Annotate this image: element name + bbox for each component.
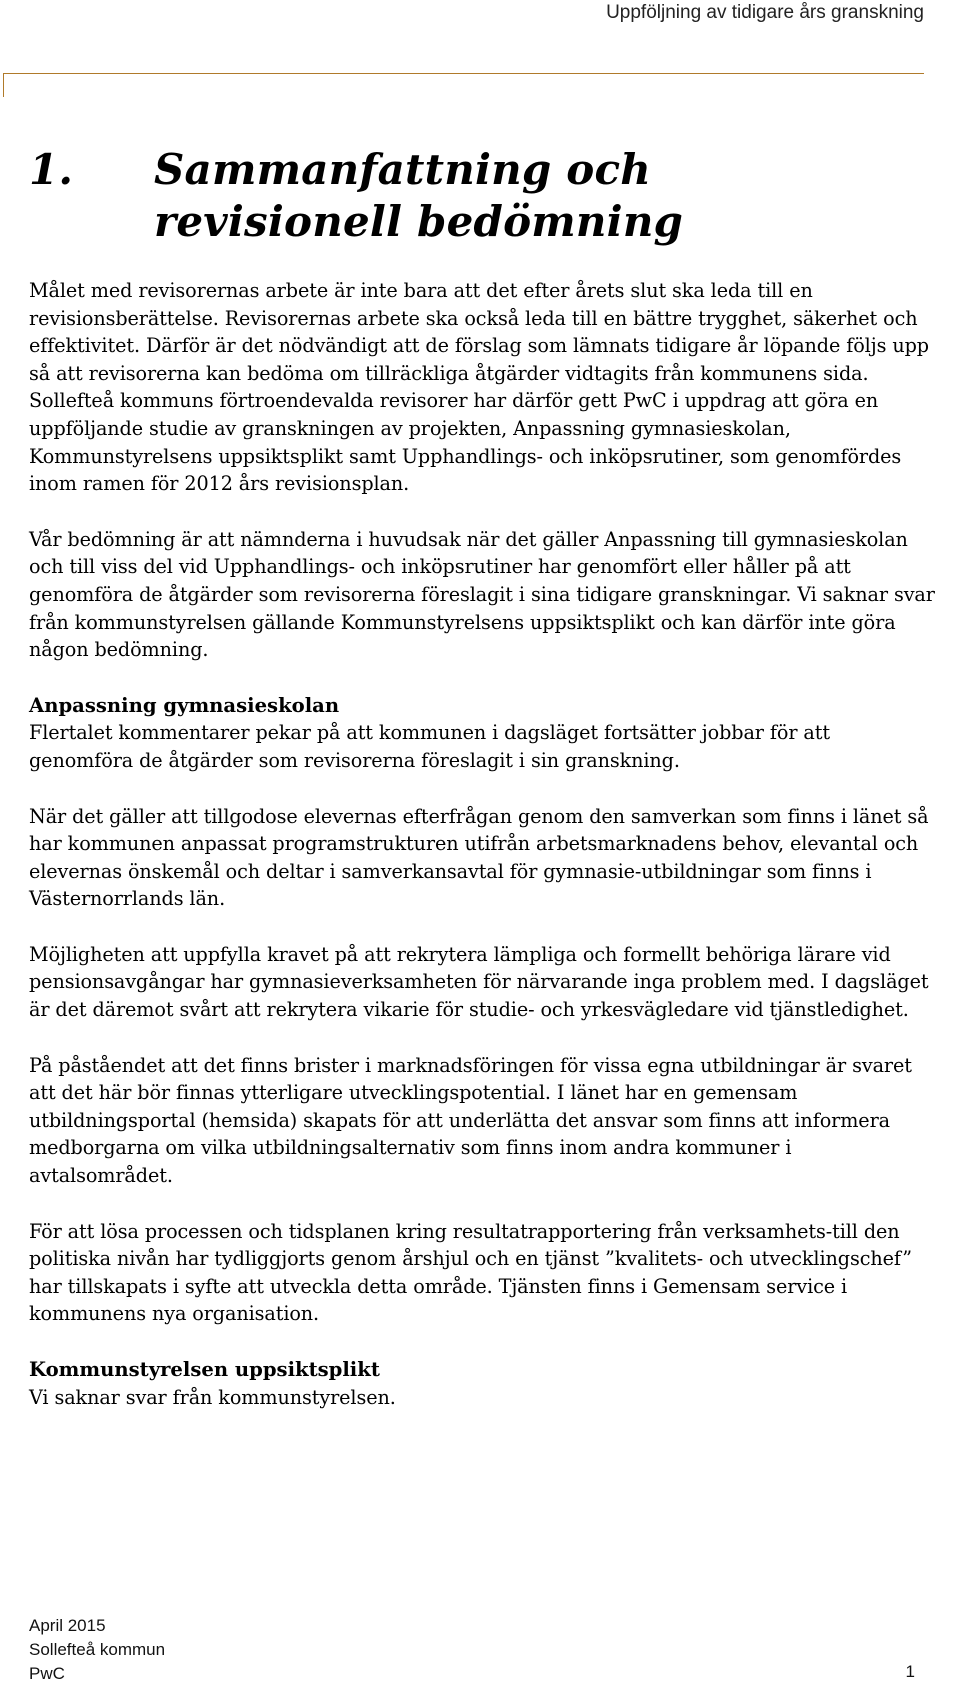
anpassning-heading: Anpassning gymnasieskolan	[29, 693, 340, 717]
section-number: 1.	[29, 145, 74, 194]
kommunstyrelsen-heading: Kommunstyrelsen uppsiktsplikt	[29, 1358, 380, 1381]
footer-date: April 2015	[29, 1616, 106, 1635]
running-header: Uppföljning av tidigare års granskning	[606, 2, 924, 23]
anpassning-paragraph-1: Flertalet kommentarer pekar på att kommunen i dagsläget fortsätter jobbar för att genomföra de åtgärder som revisorerna föreslagit i sin granskning.	[29, 721, 830, 772]
assessment-paragraph: Vår bedömning är att nämnderna i huvudsak när det gäller Anpassning till gymnasieskolan och till viss del vid Upphandlings- och inköpsrutiner har genomfört eller håller på att genomföra de åtgärder som revisorerna föreslagit i sina tidigare granskningar. Vi saknar svar från kommunstyrelsen gällande Kommunstyrelsens uppsiktsplikt och kan därför inte göra någon bedömning.	[29, 527, 935, 662]
anpassning-paragraph-5: För att lösa processen och tidsplanen kring resultatrapportering från verksamhets-till den politiska nivån har tydliggjorts genom årshjul och en tjänst ”kvalitets- och utvecklingschef” har tillskapats i syfte att utveckla detta område. Tjänsten finns i Gemensam service i kommunens nya organisation.	[29, 1219, 912, 1326]
page-number: 1	[905, 1662, 915, 1681]
document-body	[29, 277, 936, 1439]
kommunstyrelsen-paragraph: Vi saknar svar från kommunstyrelsen.	[29, 1385, 396, 1409]
footer-municipality: Sollefteå kommun	[29, 1640, 166, 1659]
anpassning-paragraph-4: På påståendet att det finns brister i marknadsföringen för vissa egna utbildningar är svaret att det här bör finnas ytterligare utvecklingspotential. I länet har en gemensam utbildningsportal (hemsida) skapats för att underlätta det ansvar som finns att informera medborgarna om vilka utbildningsalternativ som finns inom andra kommuner i avtalsområdet.	[29, 1053, 912, 1188]
footer	[29, 1614, 165, 1686]
section-title: Sammanfattning och revisionell bedömning	[154, 145, 684, 246]
section-heading	[29, 144, 929, 248]
footer-company: PwC	[29, 1664, 65, 1683]
anpassning-paragraph-3: Möjligheten att uppfylla kravet på att rekrytera lämpliga och formellt behöriga lärare vid pensionsavgångar har gymnasieverksamheten för närvarande inga problem med. I dagsläget är det däremot svårt att rekrytera vikarie för studie- och yrkesvägledare vid tjänstledighet.	[29, 942, 929, 1022]
header-rule	[3, 73, 924, 74]
anpassning-paragraph-2: När det gäller att tillgodose elevernas efterfrågan genom den samverkan som finns i länet så har kommunen anpassat programstrukturen utifrån arbetsmarknadens behov, elevantal och elevernas önskemål och deltar i samverkansavtal för gymnasie-utbildningar som finns i Västernorrlands län.	[29, 804, 929, 911]
header-rule-tick	[3, 73, 4, 97]
intro-paragraph: Målet med revisorernas arbete är inte bara att det efter årets slut ska leda till en revisionsberättelse. Revisorernas arbete ska också leda till en bättre trygghet, säkerhet och effektivitet. Därför är det nödvändigt att de förslag som lämnats tidigare år löpande följs upp så att revisorerna kan bedöma om tillräckliga åtgärder vidtagits från kommunens sida. Sollefteå kommuns förtroendevalda revisorer har därför gett PwC i uppdrag att göra en uppföljande studie av granskningen av projekten, Anpassning gymnasieskolan, Kommunstyrelsens uppsiktsplikt samt Upphandlings- och inköpsrutiner, som genomfördes inom ramen för 2012 års revisionsplan.	[29, 279, 929, 496]
